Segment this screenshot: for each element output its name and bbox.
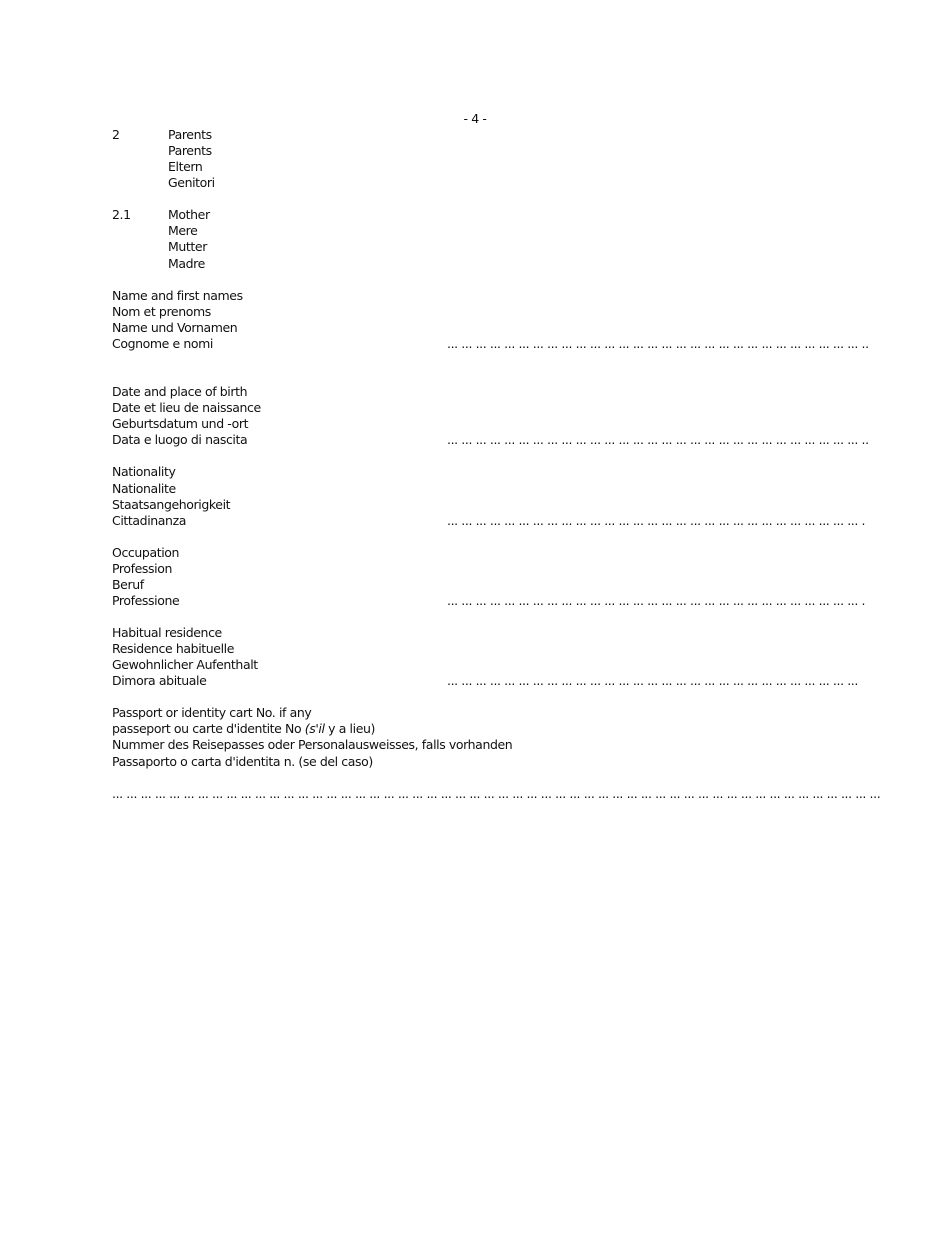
field-label-it: Data e luogo di nascita xyxy=(112,432,248,447)
subsection-title-en: Mother xyxy=(168,207,210,222)
field-label-en: Nationality xyxy=(112,464,176,479)
passport-label-fr xyxy=(112,721,375,737)
page-number: - 4 - xyxy=(463,111,487,126)
field-label-en: Name and first names xyxy=(112,288,243,303)
field-label-it: Cognome e nomi xyxy=(112,336,214,351)
passport-label-fr-end: y a lieu) xyxy=(324,721,375,736)
field-label-de: Gewohnlicher Aufenthalt xyxy=(112,657,258,672)
passport-fill-line[interactable]: ... ... ... ... ... ... ... ... ... ... ... ... ... ... ... ... ... ... ... ... ... ... ... ... ... ... ... ... ... ... ... ... ... ... ... ... ... ... ... ... ... ... ... ... ... ... ... ... ... ... ... ... ... ... xyxy=(112,786,881,801)
field-label-it: Professione xyxy=(112,593,180,608)
section-title-en: Parents xyxy=(168,127,212,142)
birth-fill-line[interactable]: ... ... ... ... ... ... ... ... ... ... ... ... ... ... ... ... ... ... ... ... ... ... ... ... ... ... ... ... ... .. xyxy=(447,432,869,447)
field-label-fr: Nationalite xyxy=(112,481,176,496)
field-label-en: Habitual residence xyxy=(112,625,222,640)
nationality-fill-line[interactable]: ... ... ... ... ... ... ... ... ... ... ... ... ... ... ... ... ... ... ... ... ... ... ... ... ... ... ... ... ... . xyxy=(447,513,866,528)
section-number: 2 xyxy=(112,127,120,142)
section-title-it: Genitori xyxy=(168,175,215,190)
subsection-title-de: Mutter xyxy=(168,239,207,254)
passport-label-fr-italic: (s'il xyxy=(304,721,325,736)
field-label-it: Dimora abituale xyxy=(112,673,207,688)
passport-label-fr-main: passeport ou carte d'identite No xyxy=(112,721,305,736)
passport-label-it: Passaporto o carta d'identita n. (se del caso) xyxy=(112,754,373,769)
field-label-fr: Nom et prenoms xyxy=(112,304,211,319)
field-label-de: Beruf xyxy=(112,577,144,592)
field-label-de: Staatsangehorigkeit xyxy=(112,497,231,512)
subsection-number: 2.1 xyxy=(112,207,131,222)
passport-label-de: Nummer des Reisepasses oder Personalausweisses, falls vorhanden xyxy=(112,737,513,752)
field-label-de: Geburtsdatum und -ort xyxy=(112,416,249,431)
subsection-title-it: Madre xyxy=(168,256,205,271)
field-label-en: Date and place of birth xyxy=(112,384,248,399)
section-title-fr: Parents xyxy=(168,143,212,158)
name-fill-line[interactable]: ... ... ... ... ... ... ... ... ... ... ... ... ... ... ... ... ... ... ... ... ... ... ... ... ... ... ... ... ... .. xyxy=(447,336,869,351)
field-label-fr: Profession xyxy=(112,561,172,576)
passport-label-en: Passport or identity cart No. if any xyxy=(112,705,312,720)
occupation-fill-line[interactable]: ... ... ... ... ... ... ... ... ... ... ... ... ... ... ... ... ... ... ... ... ... ... ... ... ... ... ... ... ... . xyxy=(447,593,866,608)
subsection-title-fr: Mere xyxy=(168,223,198,238)
residence-fill-line[interactable]: ... ... ... ... ... ... ... ... ... ... ... ... ... ... ... ... ... ... ... ... ... ... ... ... ... ... ... ... ... xyxy=(447,673,858,688)
field-label-fr: Date et lieu de naissance xyxy=(112,400,261,415)
field-label-it: Cittadinanza xyxy=(112,513,186,528)
field-label-de: Name und Vornamen xyxy=(112,320,238,335)
field-label-fr: Residence habituelle xyxy=(112,641,235,656)
section-title-de: Eltern xyxy=(168,159,203,174)
field-label-en: Occupation xyxy=(112,545,180,560)
